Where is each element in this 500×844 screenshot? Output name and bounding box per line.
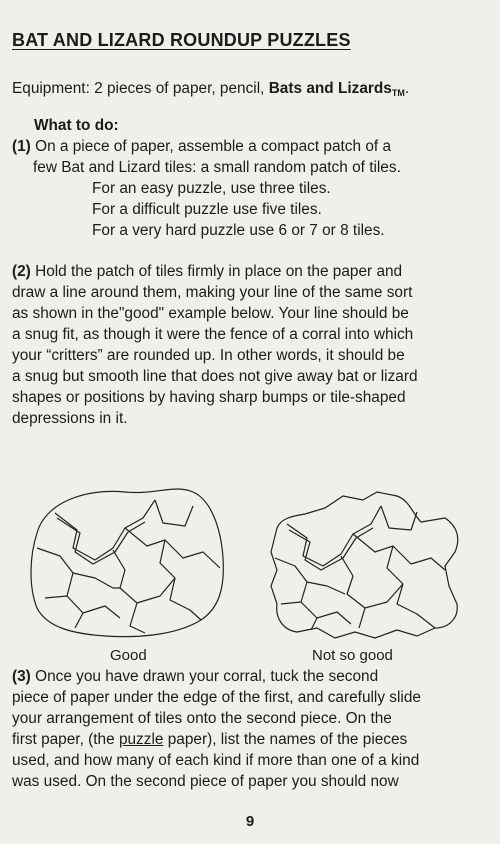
- not-so-good-tile-patch: [275, 506, 445, 630]
- what-to-do-heading: What to do:: [34, 117, 119, 134]
- step2-line7: shapes or positions by having sharp bumps or tile-shaped: [12, 389, 406, 406]
- step3-line4: [12, 729, 407, 750]
- step3-number: (3): [12, 668, 31, 685]
- equipment-suffix: .: [404, 80, 410, 97]
- step2-line2: draw a line around them, making your line of the same sort: [12, 284, 413, 301]
- product-name: Bats and Lizards: [268, 80, 392, 97]
- not-so-good-corral-outline: [271, 492, 458, 638]
- page-number: 9: [245, 813, 255, 830]
- step1-very-hard: For a very hard puzzle use 6 or 7 or 8 tiles.: [92, 222, 385, 239]
- equipment-prefix: Equipment: 2 pieces of paper, pencil,: [12, 80, 269, 97]
- step2-line8: depressions in it.: [12, 410, 128, 427]
- step2-line6: a snug but smooth line that does not give away bat or lizard: [12, 368, 418, 385]
- corral-examples-figure: [25, 478, 495, 678]
- equipment-line: [12, 78, 409, 104]
- step1-number: (1): [12, 138, 31, 155]
- step3-text1: Once you have drawn your corral, tuck the second: [35, 668, 379, 685]
- step3-line1: [12, 666, 378, 687]
- step3-line4-pre: first paper, (the: [12, 731, 119, 748]
- step2-line3: as shown in the"good" example below. Your line should be: [12, 305, 409, 322]
- step1-text1: On a piece of paper, assemble a compact patch of a: [35, 138, 392, 155]
- step3-line3: your arrangement of tiles onto the second piece. On the: [12, 710, 392, 727]
- puzzle-word: puzzle: [118, 731, 164, 748]
- step3-line4-post: paper), list the names of the pieces: [163, 731, 408, 748]
- step3-line5: used, and how many of each kind if more than one of a kind: [12, 752, 420, 769]
- step2-line1: [12, 261, 402, 282]
- step1-line2: few Bat and Lizard tiles: a small random patch of tiles.: [33, 159, 401, 176]
- good-caption: Good: [110, 647, 147, 664]
- step1-line1: [12, 136, 391, 157]
- step1-difficult: For a difficult puzzle use five tiles.: [92, 201, 322, 218]
- step3-line2: piece of paper under the edge of the first, and carefully slide: [12, 689, 421, 706]
- step2-text1: Hold the patch of tiles firmly in place on the paper and: [35, 263, 403, 280]
- good-tile-patch: [37, 500, 220, 633]
- not-so-good-caption: Not so good: [312, 647, 393, 664]
- trademark-mark: TM: [391, 88, 405, 98]
- step1-easy: For an easy puzzle, use three tiles.: [92, 180, 331, 197]
- step2-number: (2): [12, 263, 31, 280]
- step3-line6: was used. On the second piece of paper you should now: [12, 773, 399, 790]
- step2-line5: your “critters” are rounded up. In other words, it should be: [12, 347, 405, 364]
- page-title: BAT AND LIZARD ROUNDUP PUZZLES: [12, 30, 351, 50]
- step2-line4: a snug fit, as though it were the fence of a corral into which: [12, 326, 414, 343]
